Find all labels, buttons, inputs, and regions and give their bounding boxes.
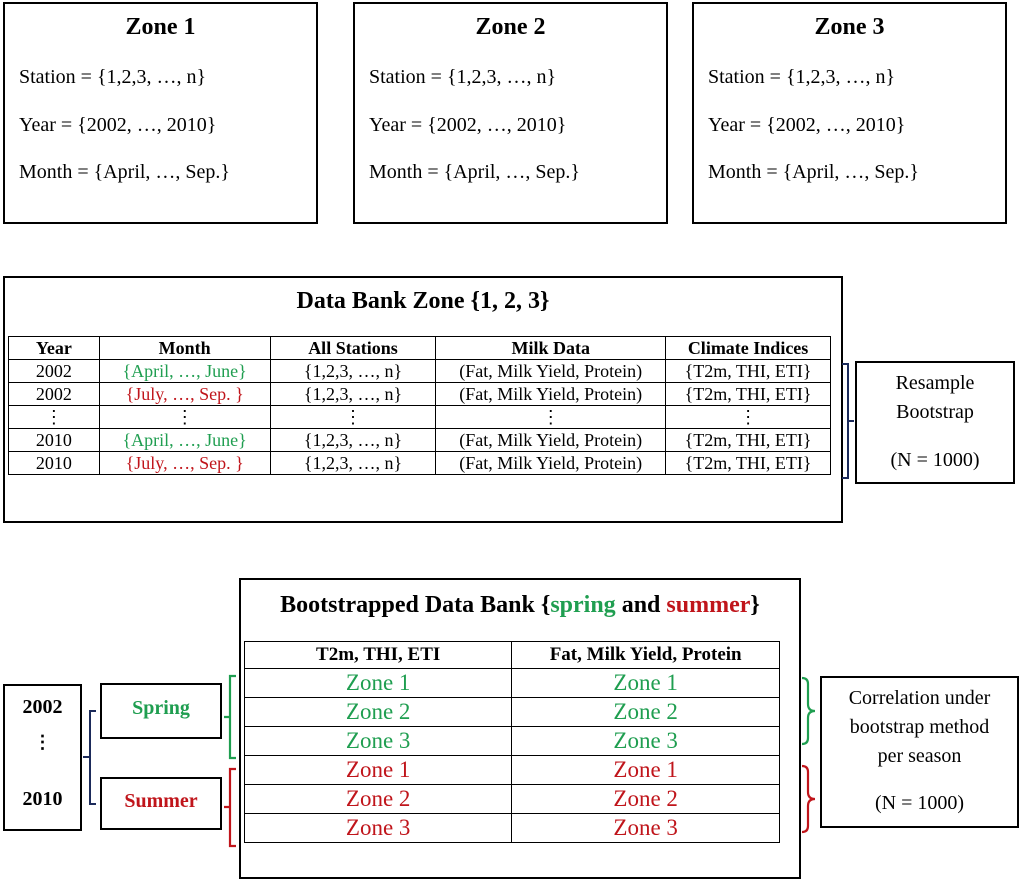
bootstrap-label: Bootstrap bbox=[896, 401, 974, 423]
zone-3-station: Station = {1,2,3, …, n} bbox=[708, 66, 896, 88]
summer-zone-cell: Zone 3 bbox=[512, 814, 780, 843]
spring-zone-cell: Zone 2 bbox=[512, 698, 780, 727]
header-climate-indices: Climate Indices bbox=[666, 337, 831, 360]
correlation-line-2: bootstrap method bbox=[849, 716, 990, 738]
spring-zone-cell: Zone 2 bbox=[245, 698, 512, 727]
summer-zone-cell: Zone 1 bbox=[512, 756, 780, 785]
cell-climate: {T2m, THI, ETI} bbox=[666, 383, 831, 406]
spring-label: Spring bbox=[132, 697, 190, 719]
correlation-line-1: Correlation under bbox=[848, 687, 991, 709]
spring-zone-cell: Zone 1 bbox=[512, 669, 780, 698]
cell-climate: {T2m, THI, ETI} bbox=[666, 452, 831, 475]
cell-year: 2002 bbox=[9, 360, 100, 383]
zone-2-month: Month = {April, …, Sep.} bbox=[369, 161, 581, 183]
cell-milk: (Fat, Milk Yield, Protein) bbox=[436, 360, 666, 383]
cell-year: 2010 bbox=[9, 452, 100, 475]
header-month: Month bbox=[99, 337, 270, 360]
cell-milk: (Fat, Milk Yield, Protein) bbox=[436, 383, 666, 406]
cell-stations: {1,2,3, …, n} bbox=[270, 360, 436, 383]
spring-zone-cell: Zone 3 bbox=[245, 727, 512, 756]
title-and: and bbox=[615, 592, 667, 618]
summer-label: Summer bbox=[124, 790, 198, 812]
zone-3-title: Zone 3 bbox=[814, 14, 885, 40]
zone-1-title: Zone 1 bbox=[125, 14, 196, 40]
navy-bracket-right bbox=[842, 364, 854, 478]
green-bracket-left bbox=[224, 676, 236, 758]
zone-3-year: Year = {2002, …, 2010} bbox=[708, 114, 906, 136]
zone-1-station: Station = {1,2,3, …, n} bbox=[19, 66, 207, 88]
cell-month: {July, …, Sep. } bbox=[99, 452, 270, 475]
cell-year: ⋮ bbox=[9, 406, 100, 429]
summer-zone-cell: Zone 1 bbox=[245, 756, 512, 785]
title-prefix: Bootstrapped Data Bank { bbox=[280, 592, 551, 618]
cell-milk: (Fat, Milk Yield, Protein) bbox=[436, 452, 666, 475]
resample-n-label: (N = 1000) bbox=[890, 449, 980, 471]
cell-month: {April, …, June} bbox=[99, 360, 270, 383]
cell-stations: {1,2,3, …, n} bbox=[270, 429, 436, 452]
year-end: 2010 bbox=[22, 788, 63, 810]
zone-2-year: Year = {2002, …, 2010} bbox=[369, 114, 567, 136]
cell-climate: {T2m, THI, ETI} bbox=[666, 360, 831, 383]
summer-zone-cell: Zone 3 bbox=[245, 814, 512, 843]
year-dots: ⋮ bbox=[33, 732, 52, 752]
zone-1-month: Month = {April, …, Sep.} bbox=[19, 161, 231, 183]
cell-climate: {T2m, THI, ETI} bbox=[666, 429, 831, 452]
zone-1-year: Year = {2002, …, 2010} bbox=[19, 114, 217, 136]
summer-zone-cell: Zone 2 bbox=[512, 785, 780, 814]
summer-zone-cell: Zone 2 bbox=[245, 785, 512, 814]
header-all-stations: All Stations bbox=[270, 337, 436, 360]
cell-stations: ⋮ bbox=[270, 406, 436, 429]
correlation-n-label: (N = 1000) bbox=[874, 792, 965, 814]
red-bracket-left bbox=[224, 769, 236, 846]
zone-2-station: Station = {1,2,3, …, n} bbox=[369, 66, 557, 88]
red-brace-right bbox=[802, 766, 815, 832]
cell-stations: {1,2,3, …, n} bbox=[270, 452, 436, 475]
year-start: 2002 bbox=[22, 696, 63, 718]
title-spring: spring bbox=[550, 592, 616, 618]
header-climate: T2m, THI, ETI bbox=[245, 642, 512, 669]
navy-bracket-years bbox=[83, 711, 96, 804]
cell-climate: ⋮ bbox=[666, 406, 831, 429]
correlation-line-3: per season bbox=[877, 745, 962, 767]
green-brace-right bbox=[802, 678, 815, 744]
cell-stations: {1,2,3, …, n} bbox=[270, 383, 436, 406]
cell-month: ⋮ bbox=[99, 406, 270, 429]
zone-2-title: Zone 2 bbox=[475, 14, 546, 40]
cell-year: 2010 bbox=[9, 429, 100, 452]
header-milk: Fat, Milk Yield, Protein bbox=[512, 642, 780, 669]
cell-milk: ⋮ bbox=[436, 406, 666, 429]
header-milk-data: Milk Data bbox=[436, 337, 666, 360]
header-year: Year bbox=[9, 337, 100, 360]
cell-month: {April, …, June} bbox=[99, 429, 270, 452]
cell-year: 2002 bbox=[9, 383, 100, 406]
cell-month: {July, …, Sep. } bbox=[99, 383, 270, 406]
spring-zone-cell: Zone 1 bbox=[245, 669, 512, 698]
spring-zone-cell: Zone 3 bbox=[512, 727, 780, 756]
zone-3-month: Month = {April, …, Sep.} bbox=[708, 161, 920, 183]
title-suffix: } bbox=[750, 592, 760, 618]
title-summer: summer bbox=[666, 592, 751, 618]
resample-label: Resample bbox=[895, 372, 975, 394]
data-bank-title: Data Bank Zone {1, 2, 3} bbox=[296, 288, 550, 314]
cell-milk: (Fat, Milk Yield, Protein) bbox=[436, 429, 666, 452]
